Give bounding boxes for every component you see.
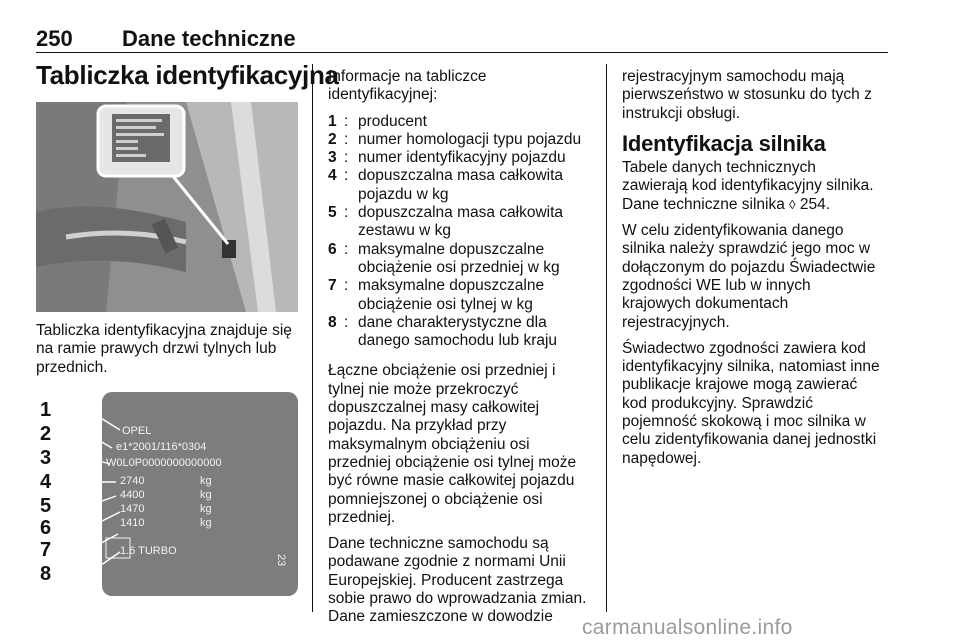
list-item: 1 : producent xyxy=(328,112,427,130)
plate-line-vehicle-data: 1.6 TURBO xyxy=(120,545,177,557)
plate-callout-3: 3 xyxy=(40,447,52,469)
plate-callout-6: 6 xyxy=(40,517,52,539)
caption-line: przednich. xyxy=(36,358,108,376)
plate-line-gcw: 4400 xyxy=(120,489,145,501)
page-header xyxy=(36,26,886,54)
chapter-title: Dane techniczne xyxy=(122,26,296,51)
engine-power-paragraph: W celu zidentyfikowania danego silnika należy sprawdzić jego moc w dołączonym do pojazdu Świadectwie zgodności WE lub w innych krajowych dokumentach rejestracyjnych. xyxy=(622,222,876,331)
caption-line: na ramie prawych drzwi tylnych lub xyxy=(36,340,277,358)
axle-load-paragraph: Łączne obciążenie osi przedniej i tylnej nie może przekroczyć dopuszczalnej masy całkowitej pojazdu. Na przykład przy maksymalnym obciążeniu osi przedniej obciążenie osi tylnej może być równe masie całkowitej pojazdu pomniejszonej o obciążenie osi przedniej. xyxy=(328,362,577,526)
plate-side-code: 23 xyxy=(275,554,287,567)
plate-info-intro: Informacje na tabliczce identyfikacyjnej: xyxy=(328,68,487,104)
watermark: carmanualsonline.info xyxy=(582,616,793,639)
plate-line-manufacturer: OPEL xyxy=(122,425,152,437)
eu-standards-paragraph: Dane techniczne samochodu są podawane zgodnie z normami Unii Europejskiej. Producent zastrzega sobie prawo do wprowadzania zmian. Dane zamieszczone w dowodzie xyxy=(328,535,587,626)
column-divider-right xyxy=(606,64,607,612)
plate-unit-kg: kg xyxy=(200,503,212,515)
plate-unit-kg: kg xyxy=(200,475,212,487)
plate-line-rear-axle: 1410 xyxy=(120,517,145,529)
plate-line-gvw: 2740 xyxy=(120,475,145,487)
middle-column xyxy=(328,68,600,635)
list-item: 3 : numer identyfikacyjny pojazdu xyxy=(328,149,566,167)
section-title: Tabliczka identyfikacyjna xyxy=(36,60,339,90)
door-frame-photo xyxy=(36,102,298,312)
page-reference-link[interactable]: 254. xyxy=(799,195,831,213)
engine-id-heading: Identyfikacja silnika xyxy=(622,130,826,156)
plate-callout-7: 7 xyxy=(40,539,52,561)
plate-callout-4: 4 xyxy=(40,471,52,493)
id-plate-illustration xyxy=(36,388,298,596)
plate-callout-2: 2 xyxy=(40,423,52,445)
plate-unit-kg: kg xyxy=(200,517,212,529)
plate-callout-1: 1 xyxy=(40,399,52,421)
page-ref-arrow-icon: ◊ xyxy=(789,196,796,212)
photo-caption xyxy=(36,322,306,377)
plate-info-list xyxy=(328,113,600,351)
list-item: 2 : numer homologacji typu pojazdu xyxy=(328,130,582,148)
plate-callout-5: 5 xyxy=(40,495,52,517)
list-item: 7 : maksymalne dopuszczalne obciążenie osi tylnej w kg xyxy=(328,277,545,313)
list-item: 4 : dopuszczalna masa całkowita pojazdu w kg xyxy=(328,167,564,203)
list-item: 8 : dane charakterystyczne dla danego samochodu lub kraju xyxy=(328,313,558,350)
plate-line-vin: W0L0P0000000000000 xyxy=(106,457,222,469)
plate-line-front-axle: 1470 xyxy=(120,503,145,515)
list-item: 5 : dopuszczalna masa całkowita zestawu w kg xyxy=(328,204,564,240)
plate-callout-8: 8 xyxy=(40,563,52,585)
page-number: 250 xyxy=(36,26,73,51)
column-divider-left xyxy=(312,64,313,612)
caption-line: Tabliczka identyfikacyjna znajduje się xyxy=(36,322,292,339)
right-column xyxy=(622,68,890,476)
engine-tables-paragraph: Tabele danych technicznych zawierają kod identyfikacyjny silnika. Dane techniczne silnika ◊ 254. xyxy=(622,159,874,213)
list-item: 6 : maksymalne dopuszczalne obciążenie osi przedniej w kg xyxy=(328,240,560,276)
plate-line-homologation: e1*2001/116*0304 xyxy=(116,441,207,453)
header-rule xyxy=(36,52,888,53)
registration-paragraph: rejestracyjnym samochodu mają pierwszeństwo w stosunku do tych z instrukcji obsługi. xyxy=(622,68,872,122)
plate-unit-kg: kg xyxy=(200,489,212,501)
conformity-paragraph: Świadectwo zgodności zawiera kod identyfikacyjny silnika, natomiast inne publikacje krajowe mogą zawierać kod produkcyjny. Sprawdzić pojemność skokową i moc silnika w celu zidentyfikowania danej jednostki napędowej. xyxy=(622,339,880,467)
